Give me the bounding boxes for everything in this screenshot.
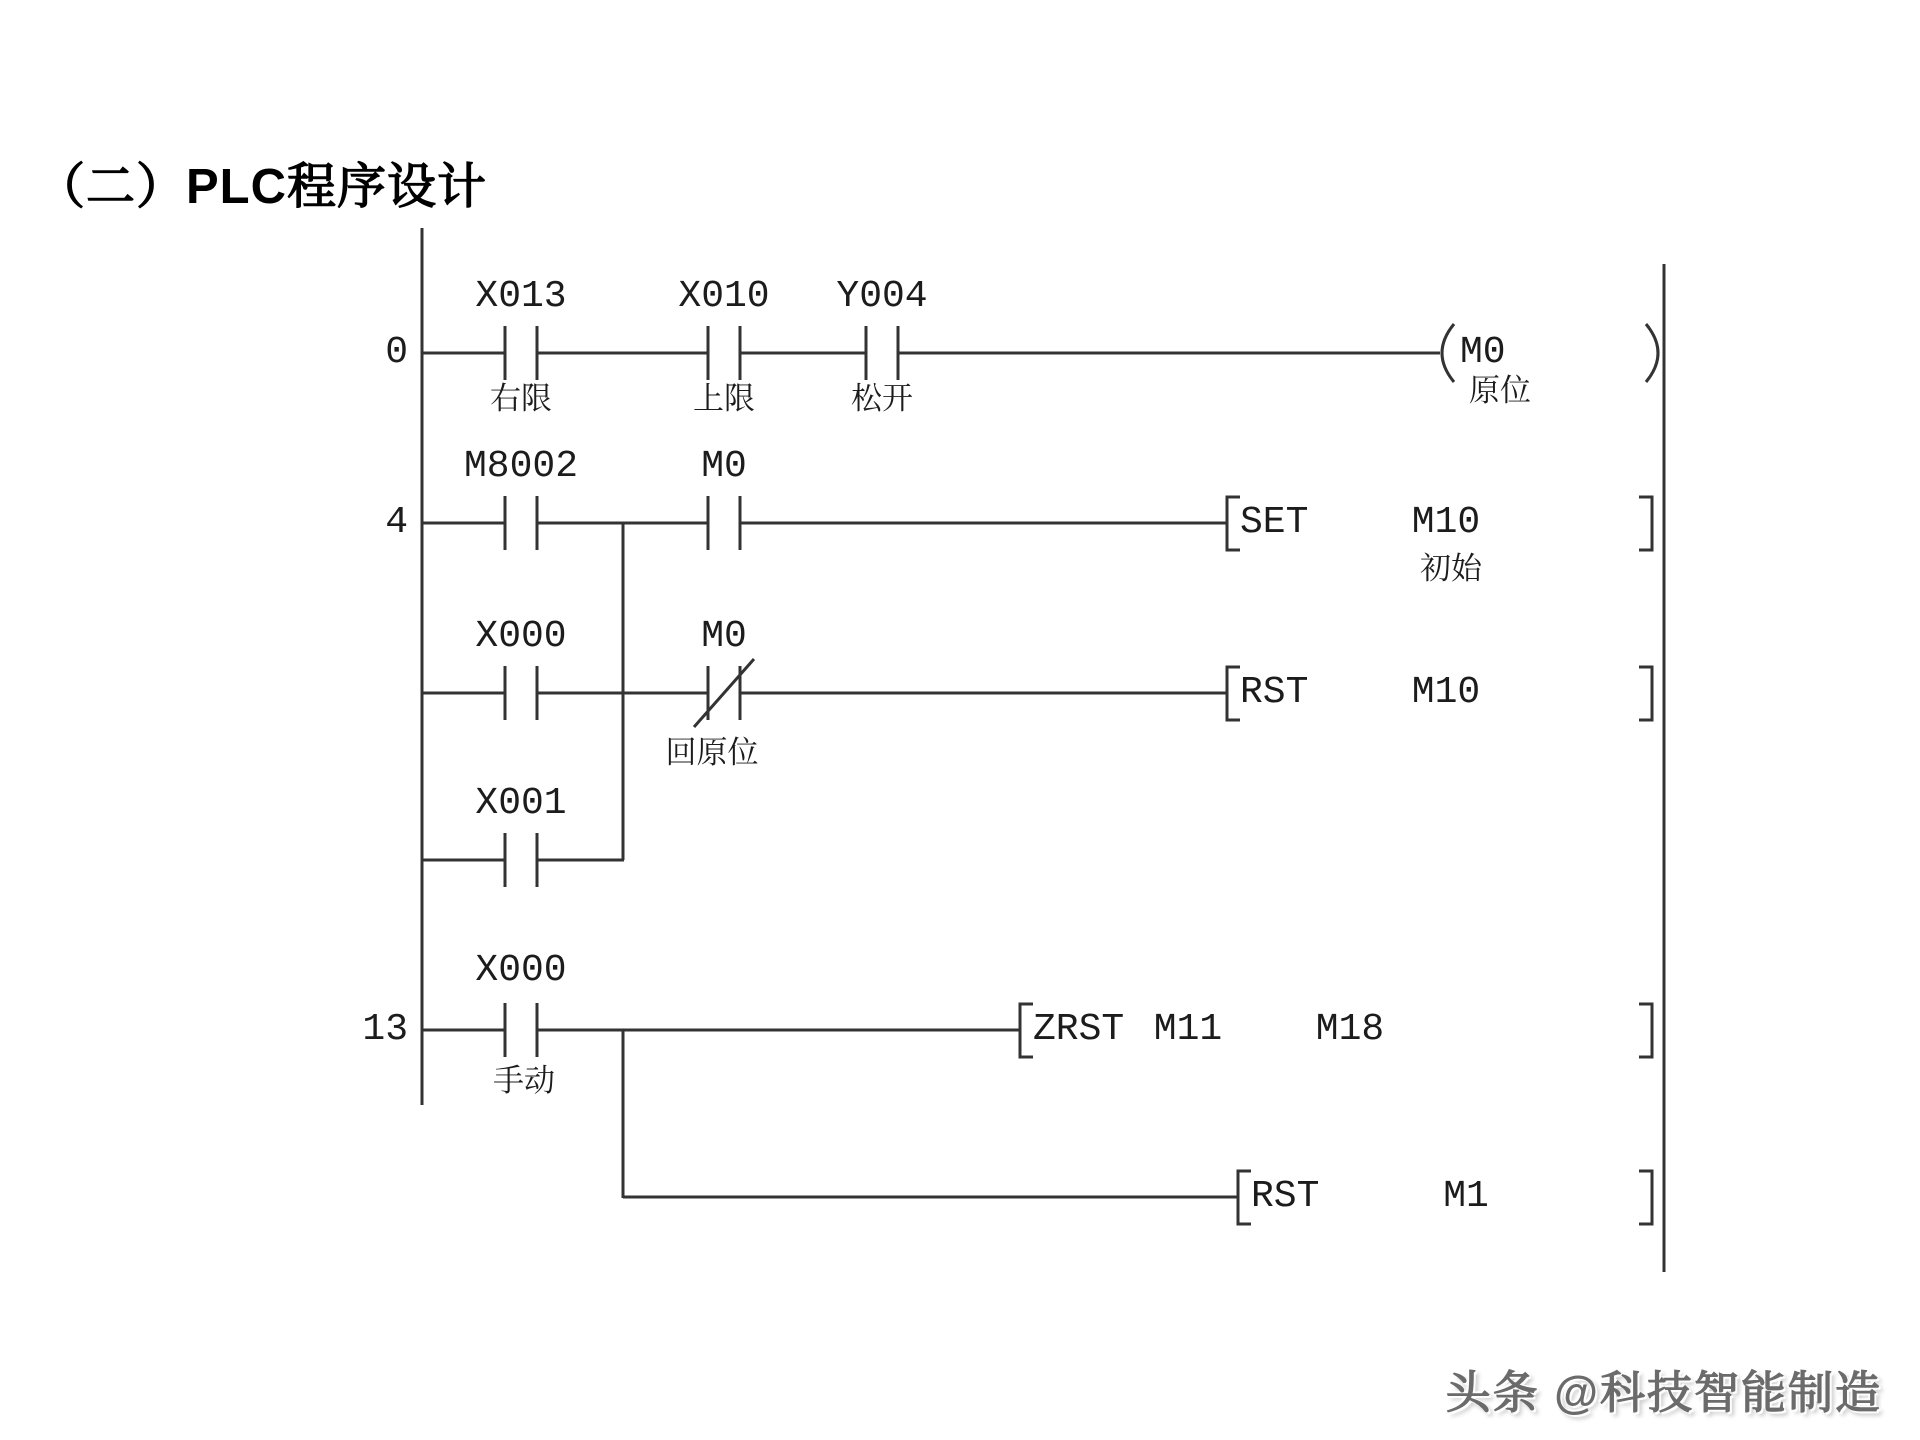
instruction-mnemonic: RST xyxy=(1251,1175,1320,1218)
contact-label: M8002 xyxy=(463,445,579,488)
watermark: 头条 @科技智能制造 xyxy=(1445,1367,1882,1418)
no-contact-symbol-y004 xyxy=(866,326,898,380)
no-contact-symbol-x001 xyxy=(505,833,537,887)
instruction-operand: M18 xyxy=(1315,1008,1385,1051)
contact-label: X000 xyxy=(475,949,567,992)
contact-label: X001 xyxy=(475,782,567,825)
rung-number: 0 xyxy=(385,331,408,374)
no-contact-symbol-x010 xyxy=(708,326,740,380)
no-contact-symbol-x000 xyxy=(505,666,537,720)
instruction-mnemonic: ZRST xyxy=(1033,1008,1125,1051)
contact-label: X010 xyxy=(678,275,770,318)
coil-comment: 原位 xyxy=(1469,373,1531,408)
instruction-operand: M10 xyxy=(1411,501,1481,544)
no-contact-symbol-x000-manual xyxy=(505,1003,537,1057)
no-contact-symbol-x013 xyxy=(505,326,537,380)
contact-label: M0 xyxy=(701,445,747,488)
instruction-operand: M11 xyxy=(1153,1008,1223,1051)
contact-comment: 松开 xyxy=(851,381,913,416)
contact-label: Y004 xyxy=(836,275,928,318)
coil-operand: M0 xyxy=(1460,331,1506,374)
no-contact-symbol-m8002 xyxy=(505,496,537,550)
page-title: （二）PLC程序设计 xyxy=(36,160,488,214)
instruction-mnemonic: RST xyxy=(1240,671,1309,714)
rung-number: 4 xyxy=(385,501,408,544)
instruction-comment: 初始 xyxy=(1420,551,1482,586)
contact-label: X013 xyxy=(475,275,567,318)
instruction-operand: M1 xyxy=(1443,1175,1489,1218)
rung-number: 13 xyxy=(362,1008,408,1051)
contact-label: X000 xyxy=(475,615,567,658)
instruction-mnemonic: SET xyxy=(1240,501,1309,544)
contact-comment: 右限 xyxy=(490,381,552,416)
contact-comment: 上限 xyxy=(693,381,755,416)
contact-comment: 回原位 xyxy=(665,735,759,770)
no-contact-symbol-m0 xyxy=(708,496,740,550)
row-x001 xyxy=(422,833,624,887)
contact-label: M0 xyxy=(701,615,747,658)
instruction-operand: M10 xyxy=(1411,671,1481,714)
contact-comment: 手动 xyxy=(493,1063,555,1098)
